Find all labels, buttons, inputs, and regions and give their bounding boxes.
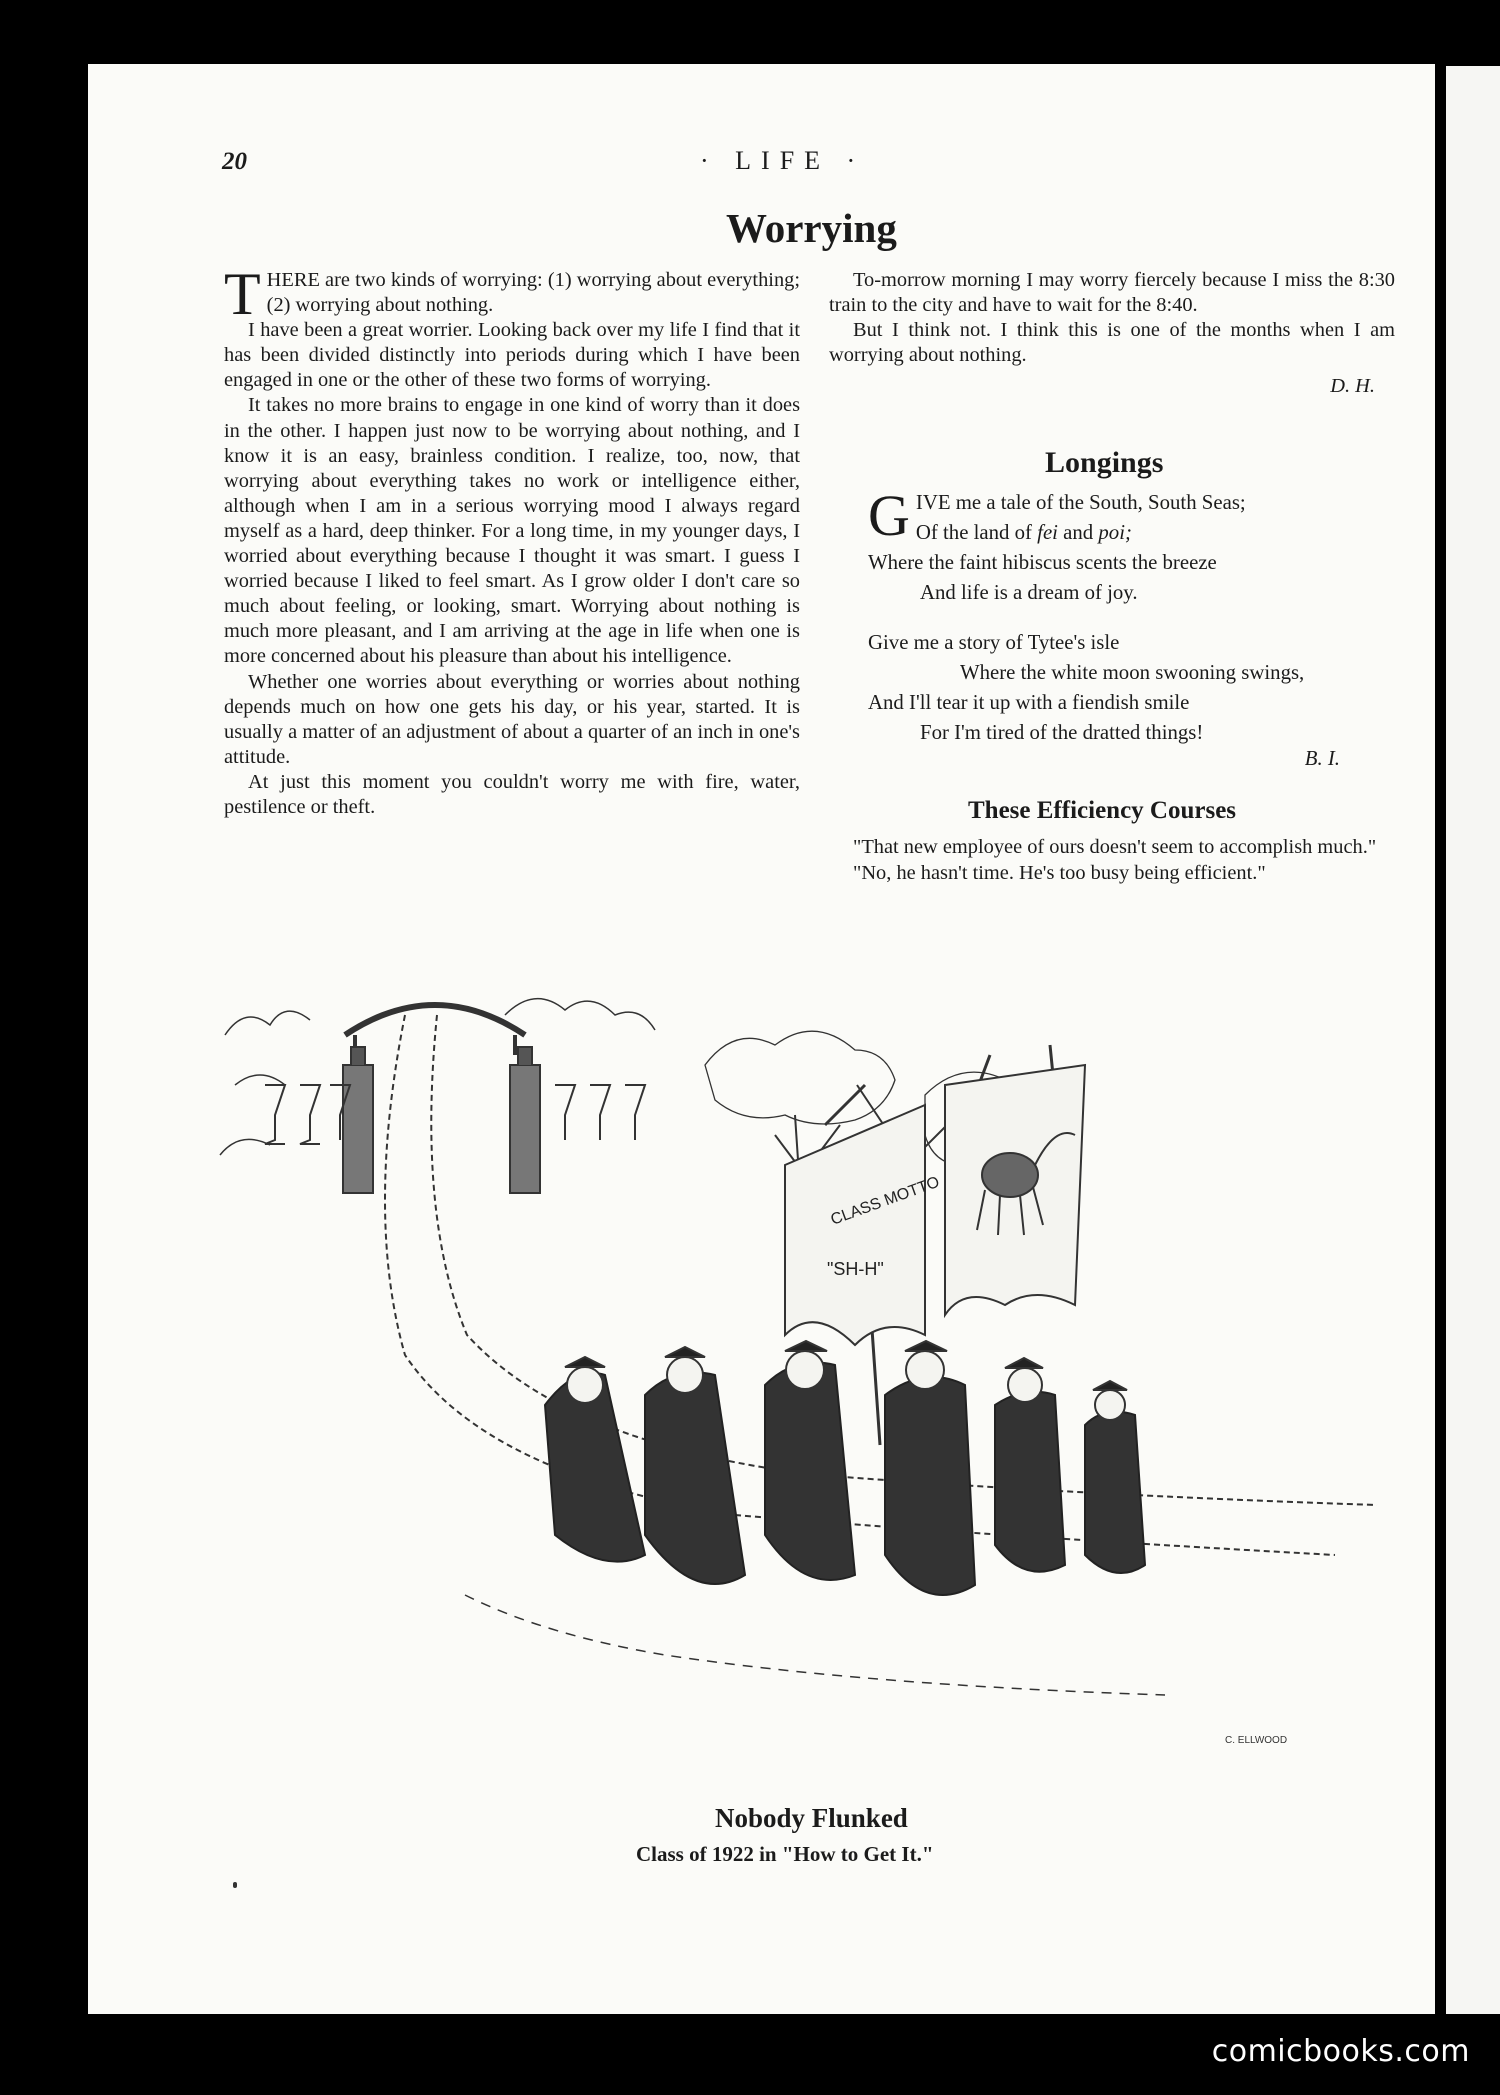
banner-motto-label: CLASS MOTTO — [828, 1173, 942, 1229]
paragraph: Whether one worries about everything or worries about nothing depends much on how one gets his day, or his year, started. It is usually a matter of an adjustment of about a quarter of an inch in one's attitude. — [224, 670, 800, 768]
poem-title: Longings — [1045, 446, 1164, 479]
paragraph: At just this moment you couldn't worry me with fire, water, pestilence or theft. — [224, 770, 800, 818]
cartoon-illustration — [205, 975, 1395, 1750]
print-speck — [233, 1882, 237, 1888]
drop-cap: T — [224, 261, 261, 327]
article-title: Worrying — [726, 205, 897, 251]
article-body-left — [224, 261, 800, 820]
stanza — [868, 483, 1340, 608]
site-watermark: comicbooks.com — [1211, 2034, 1470, 2069]
joke-title: These Efficiency Courses — [968, 797, 1237, 824]
paragraph-text: HERE are two kinds of worrying: (1) worrying about everything; (2) worrying about nothing. — [266, 269, 800, 317]
poem — [868, 483, 1340, 794]
poem-line: Where the faint hibiscus scents the breeze — [868, 551, 1217, 574]
poem-line: Of the land of fei and poi; — [915, 521, 1132, 544]
stanza — [868, 628, 1340, 774]
cartoon-caption-title: Nobody Flunked — [715, 1803, 908, 1833]
joke-line: "No, he hasn't time. He's too busy being efficient." — [853, 862, 1266, 884]
poem-line: GIVE me a tale of the South, South Seas; — [868, 483, 1246, 548]
article-body-right — [829, 268, 1395, 399]
poem-line: And I'll tear it up with a fiendish smile — [868, 691, 1190, 714]
drop-cap: G — [868, 483, 910, 548]
masthead: · LIFE · — [700, 146, 866, 175]
paragraph: But I think not. I think this is one of the months when I am worrying about nothing. — [829, 319, 1395, 367]
paragraph: It takes no more brains to engage in one kind of worry than it does in the other. I happen just now to be worrying about nothing, and I know it is an easy, brainless condition. I realize, too, now, that worrying about everything takes no work or intelligence either, although when I am in a serious worrying mood I always regard myself as a hard, deep thinker. For a long time, in my younger days, I worried about everything because I thought it was smart. I guess I worried because I liked to feel smart. As I grow older I don't care so much about feeling, or looking, smart. Worrying about nothing is much more pleasant, and I am arriving at the age in life when one is more concerned about his pleasure than about his intelligence. — [224, 394, 800, 668]
paragraph — [224, 261, 800, 327]
author-signature: D. H. — [1330, 375, 1375, 398]
poem-signature: B. I. — [1304, 747, 1340, 770]
facing-page-edge — [1446, 66, 1500, 2014]
banner-motto-text: "SH-H" — [827, 1259, 884, 1279]
poem-line: For I'm tired of the dratted things! — [920, 721, 1204, 744]
poem-line: Give me a story of Tytee's isle — [868, 631, 1120, 654]
cartoon-caption-subtitle: Class of 1922 in "How to Get It." — [636, 1842, 934, 1866]
joke-body — [829, 834, 1389, 886]
poem-line: And life is a dream of joy. — [920, 581, 1138, 604]
poem-line: Where the white moon swooning swings, — [960, 661, 1305, 684]
artist-signature: C. ELLWOOD — [1225, 1735, 1288, 1746]
paragraph: To-morrow morning I may worry fiercely because I miss the 8:30 train to the city and have to wait for the 8:40. — [829, 269, 1395, 317]
joke-line: "That new employee of ours doesn't seem to accomplish much." — [853, 836, 1377, 858]
paragraph: I have been a great worrier. Looking back over my life I find that it has been divided distinctly into periods during which I have been engaged in one or the other of these two forms of worrying. — [224, 319, 800, 392]
page-number: 20 — [222, 148, 247, 175]
